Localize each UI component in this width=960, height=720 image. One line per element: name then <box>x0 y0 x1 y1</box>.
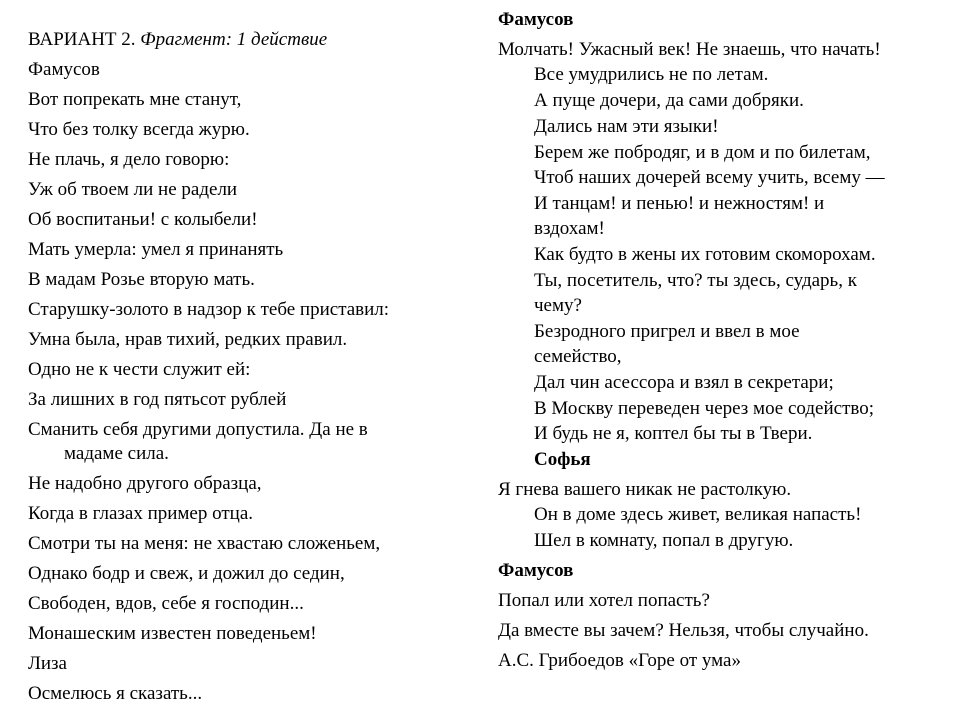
verse-line: В мадам Розье вторую мать. <box>28 269 255 290</box>
verse-line: Чтоб наших дочерей всему учить, всему — <box>534 167 885 188</box>
verse-line: Монашеским известен поведеньем! <box>28 623 317 644</box>
verse-line: Об воспитаньи! с колыбели! <box>28 209 258 230</box>
source-attribution: А.С. Грибоедов «Горе от ума» <box>498 650 741 671</box>
verse-line: Ты, посетитель, что? ты здесь, сударь, к <box>534 270 857 291</box>
verse-line: Одно не к чести служит ей: <box>28 359 251 380</box>
verse-line: Дались нам эти языки! <box>534 116 719 137</box>
speaker-name: Лиза <box>28 653 67 674</box>
verse-line-continuation: вздохам! <box>534 218 605 239</box>
verse-line: За лишних в год пятьсот рублей <box>28 389 287 410</box>
verse-line: Что без толку всегда журю. <box>28 119 250 140</box>
verse-line: Шел в комнату, попал в другую. <box>534 530 794 551</box>
speaker-name: Софья <box>534 449 591 470</box>
variant-heading <box>28 29 327 51</box>
verse-line: Умна была, нрав тихий, редких правил. <box>28 329 348 350</box>
verse-line: И будь не я, коптел бы ты в Твери. <box>534 423 813 444</box>
verse-line-continuation: мадаме сила. <box>64 443 169 464</box>
speaker-name: Фамусов <box>498 9 574 30</box>
verse-line: Однако бодр и свеж, и дожил до седин, <box>28 563 345 584</box>
verse-line: Безродного пригрел и ввел в мое <box>534 321 800 342</box>
verse-line: Мать умерла: умел я принанять <box>28 239 284 260</box>
verse-line: Сманить себя другими допустила. Да не в <box>28 419 368 440</box>
verse-line: Молчать! Ужасный век! Не знаешь, что начать! <box>498 39 881 60</box>
verse-line: В Москву переведен через мое содейство; <box>534 398 875 419</box>
verse-line-continuation: чему? <box>534 295 582 316</box>
verse-line: Не надобно другого образца, <box>28 473 262 494</box>
verse-line: Да вместе вы зачем? Нельзя, чтобы случайно. <box>498 620 869 641</box>
verse-line: И танцам! и пенью! и нежностям! и <box>534 193 825 214</box>
verse-line: Берем же побродяг, и в дом и по билетам, <box>534 142 871 163</box>
verse-line: Дал чин асессора и взял в секретари; <box>534 372 834 393</box>
variant-label: ВАРИАНТ 2. <box>28 29 136 50</box>
verse-line: Свободен, вдов, себе я господин... <box>28 593 304 614</box>
verse-line: Старушку-золото в надзор к тебе приставил: <box>28 299 390 320</box>
verse-line: Уж об твоем ли не радели <box>28 179 238 200</box>
verse-line: Осмелюсь я сказать... <box>28 683 203 704</box>
verse-line: Попал или хотел попасть? <box>498 590 710 611</box>
verse-line: Вот попрекать мне станут, <box>28 89 242 110</box>
verse-line-continuation: семейство, <box>534 346 622 367</box>
fragment-label: Фрагмент: 1 действие <box>140 29 328 50</box>
verse-line: Смотри ты на меня: не хвастаю сложеньем, <box>28 533 381 554</box>
verse-line: Как будто в жены их готовим скоморохам. <box>534 244 876 265</box>
verse-line: Не плачь, я дело говорю: <box>28 149 230 170</box>
verse-line: Он в доме здесь живет, великая напасть! <box>534 504 862 525</box>
verse-line: А пуще дочери, да сами добряки. <box>534 90 804 111</box>
speaker-name: Фамусов <box>28 59 100 80</box>
verse-line: Когда в глазах пример отца. <box>28 503 254 524</box>
verse-line: Все умудрились не по летам. <box>534 64 769 85</box>
speaker-name: Фамусов <box>498 560 574 581</box>
verse-line: Я гнева вашего никак не растолкую. <box>498 479 792 500</box>
